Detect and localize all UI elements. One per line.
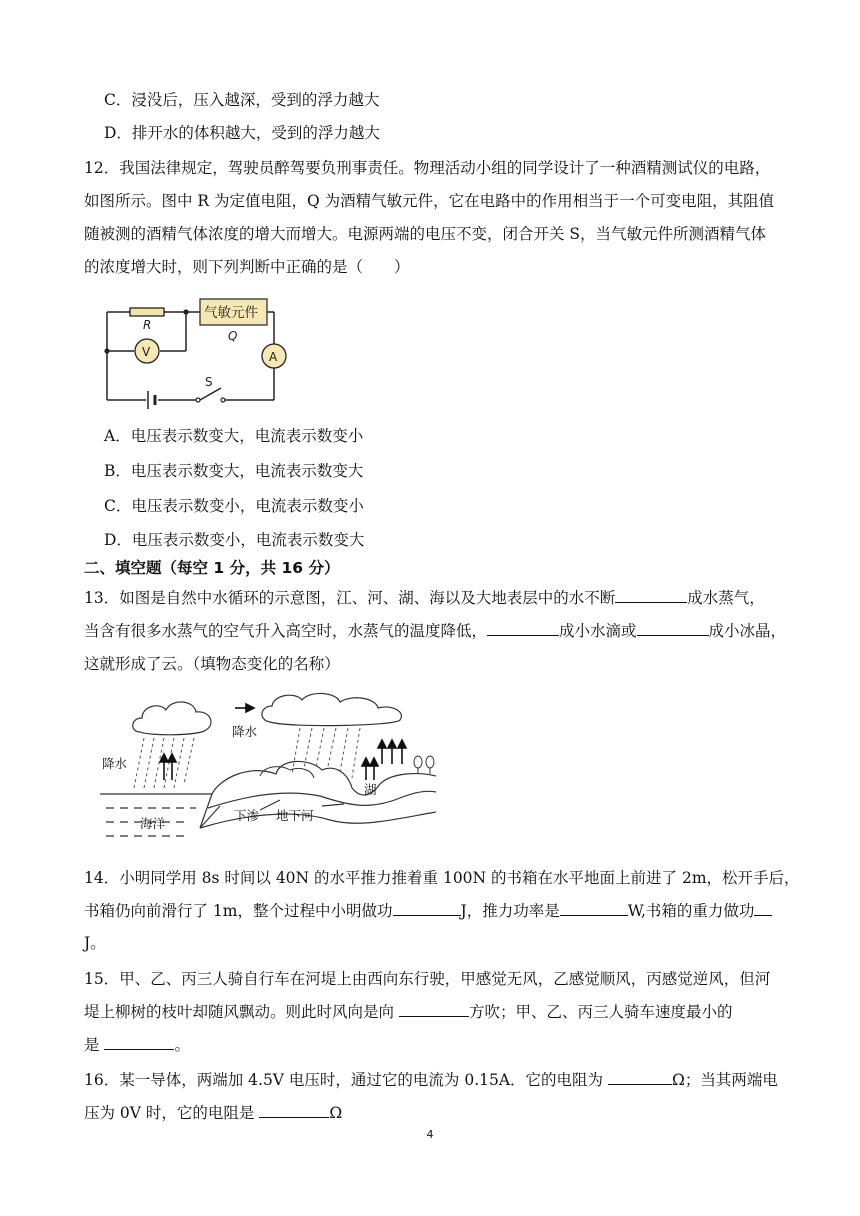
q12-text-line2: 如图所示。图中 R 为定值电阻，Q 为酒精气敏元件，它在电路中的作用相当于一个可变电阻，其阻值 — [84, 192, 775, 210]
resistor-label: R — [143, 318, 152, 332]
q14-line2: 书箱仍向前滑行了 1m，整个过程中小明做功 J，推力功率是 W,书箱的重力做功 — [84, 899, 772, 923]
cloud-left — [133, 702, 211, 735]
switch-label: S — [205, 375, 213, 389]
ammeter-label: A — [269, 350, 278, 364]
answer-blank[interactable] — [393, 899, 461, 916]
answer-blank[interactable] — [259, 1101, 329, 1118]
q12-option-b: B．电压表示数变大，电流表示数变大 — [104, 462, 364, 480]
page-number: 4 — [426, 1128, 434, 1141]
q12-text-line3: 随被测的酒精气体浓度的增大而增大。电源两端的电压不变，闭合开关 S，当气敏元件所测酒精气体 — [84, 225, 767, 243]
q11-option-c: C．浸没后，压入越深，受到的浮力越大 — [104, 91, 380, 109]
ocean-label: 海洋 — [140, 816, 166, 831]
q16-line2: 压为 0V 时，它的电阻是 Ω — [84, 1101, 342, 1125]
q12-option-d: D．电压表示数变小，电流表示数变大 — [104, 531, 365, 549]
answer-blank[interactable] — [608, 1068, 672, 1085]
answer-blank[interactable] — [615, 586, 687, 603]
q12-option-c: C．电压表示数变小，电流表示数变小 — [104, 497, 364, 515]
q11-option-d: D．排开水的体积越大，受到的浮力越大 — [104, 124, 380, 142]
q16-line1: 16．某一导体，两端加 4.5V 电压时，通过它的电流为 0.15A．它的电阻为 Ω；当其两端电 — [84, 1068, 778, 1092]
answer-blank[interactable] — [104, 1033, 174, 1050]
cloud-right — [262, 693, 401, 725]
q15-line1: 15．甲、乙、丙三人骑自行车在河堤上由西向东行驶，甲感觉无风，乙感觉顺风，丙感觉逆风，但河 — [84, 970, 771, 988]
answer-blank[interactable] — [637, 619, 709, 636]
q13-line1: 13．如图是自然中水循环的示意图，江、河、湖、海以及大地表层中的水不断 成水蒸气， — [84, 586, 765, 610]
answer-blank[interactable] — [754, 899, 772, 916]
underground-river-label: 地下河 — [276, 808, 314, 823]
resistor — [130, 308, 164, 316]
section-heading-fill-in: 二、填空题（每空 1 分，共 16 分） — [84, 559, 340, 577]
circuit-diagram — [100, 292, 290, 412]
voltmeter-label: V — [142, 345, 151, 359]
precipitation-label-left: 降水 — [102, 756, 128, 771]
q15-line2: 堤上柳树的枝叶却随风飘动。则此时风向是向 方吹；甲、乙、丙三人骑车速度最小的 — [84, 1000, 732, 1024]
answer-blank[interactable] — [487, 619, 559, 636]
q12-text-line1: 12．我国法律规定，驾驶员醉驾要负刑事责任。物理活动小组的同学设计了一种酒精测试仪的电路， — [84, 159, 771, 177]
q13-line3: 这就形成了云。（填物态变化的名称） — [84, 655, 340, 673]
sensor-q-label: Q — [228, 329, 238, 343]
lake-label: 湖 — [364, 782, 377, 797]
gas-sensor-label: 气敏元件 — [204, 305, 258, 321]
answer-blank[interactable] — [560, 899, 628, 916]
q15-line3: 是 。 — [84, 1033, 190, 1057]
hill — [212, 761, 436, 795]
q14-line3: J。 — [84, 934, 106, 952]
q12-text-line4: 的浓度增大时，则下列判断中正确的是（ ） — [84, 258, 410, 276]
switch — [196, 398, 200, 402]
precipitation-label-top: 降水 — [232, 724, 258, 739]
q13-line2: 当含有很多水蒸气的空气升入高空时，水蒸气的温度降低， 成小水滴或 成小冰晶， — [84, 619, 786, 643]
q12-option-a: A．电压表示数变大，电流表示数变小 — [104, 427, 364, 445]
q14-line1: 14．小明同学用 8s 时间以 40N 的水平推力推着重 100N 的书箱在水平地面上前进了 2m，松开手后， — [84, 869, 800, 887]
answer-blank[interactable] — [399, 1000, 469, 1017]
seep-label: 下渗 — [234, 808, 260, 823]
water-cycle-figure — [100, 688, 436, 846]
